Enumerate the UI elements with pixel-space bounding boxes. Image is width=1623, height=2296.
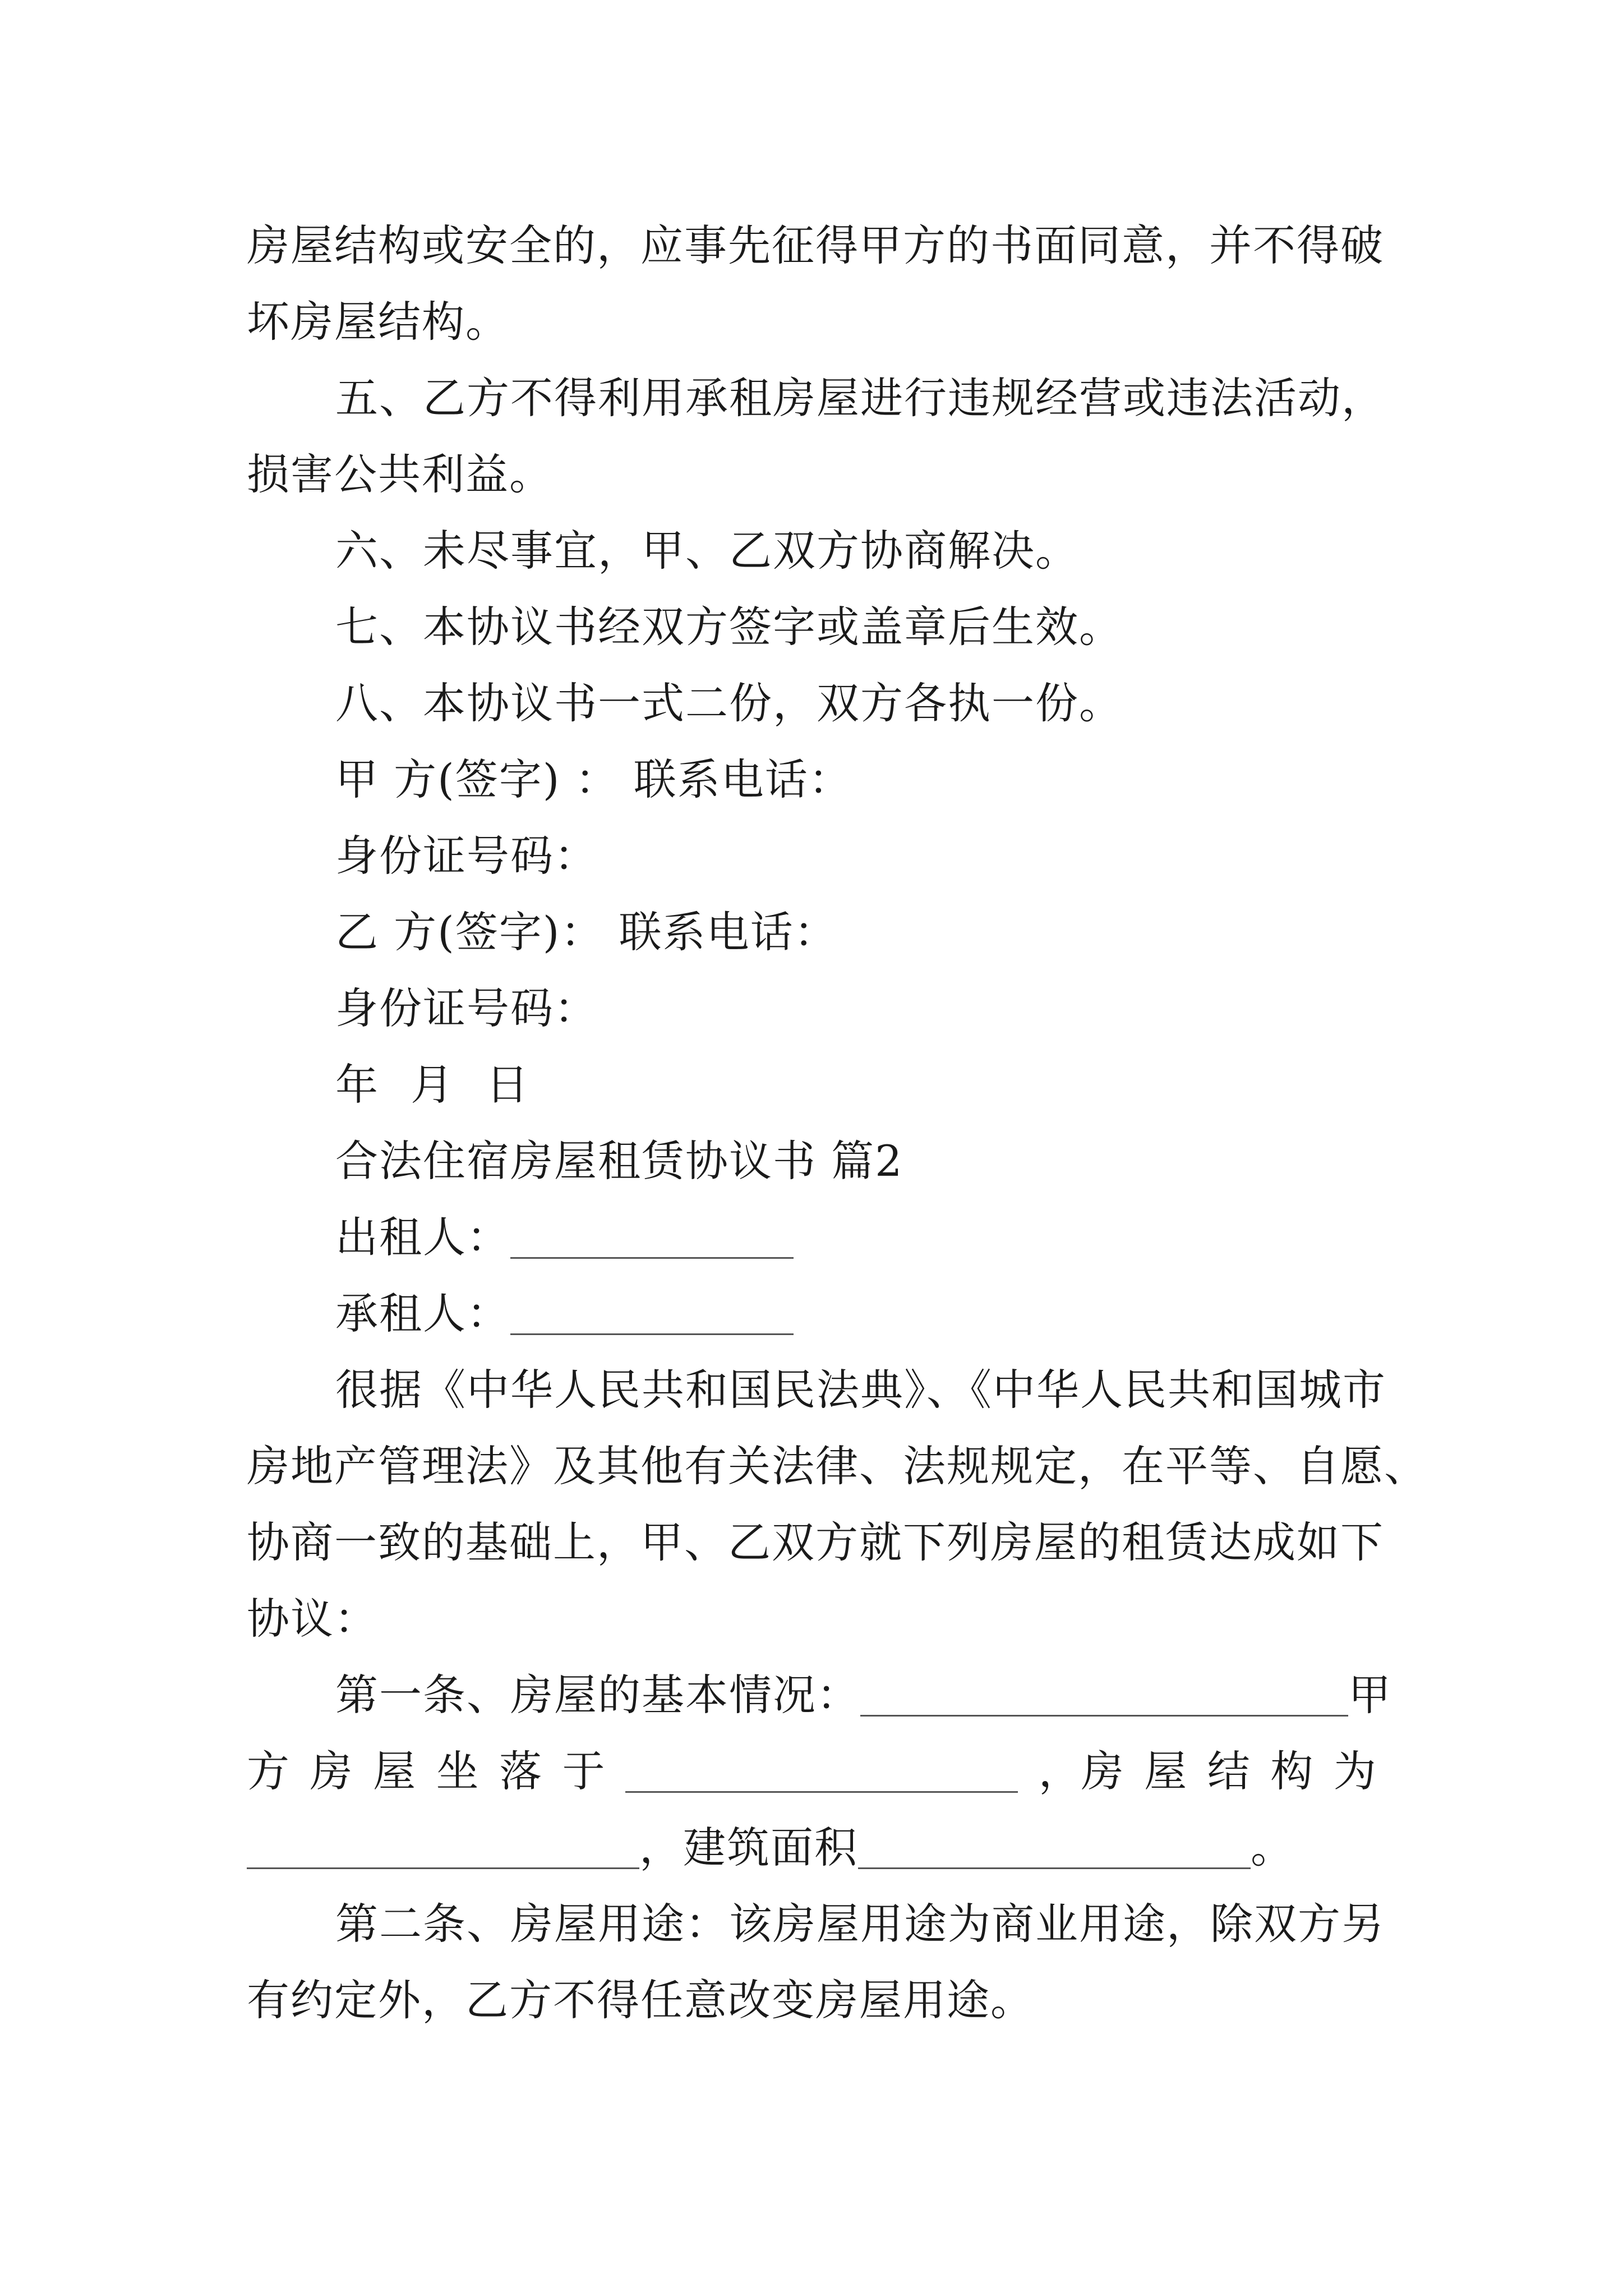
justified-char: 坐 <box>436 1746 479 1796</box>
paragraph-line: 坏房屋结构。 <box>247 297 509 347</box>
article-one-heading: 第一条、房屋的基本情况： <box>335 1670 860 1720</box>
intro-line: 房地产管理法》及其他有关法律、法规规定，在平等、自愿、 <box>247 1441 1428 1491</box>
section-title: 合法住宿房屋租赁协议书 篇2 <box>335 1136 903 1186</box>
article-two-line-2: 有约定外，乙方不得任意改变房屋用途。 <box>247 1975 1034 2025</box>
justified-char: 构 <box>1270 1746 1313 1796</box>
intro-line: 协议： <box>247 1594 378 1644</box>
clause-five: 五、乙方不得利用承租房屋进行违规经营或违法活动， <box>335 373 1385 423</box>
justified-char: 为 <box>1333 1746 1376 1796</box>
party-a-signature: 甲 方(签字) ： 联系电话： <box>335 754 852 804</box>
article-one-line-1 <box>335 1670 1392 1720</box>
justified-char: 屋 <box>373 1746 416 1796</box>
paragraph-line: 损害公共利益。 <box>247 449 553 499</box>
clause-six: 六、未尽事宜，甲、乙双方协商解决。 <box>335 526 1079 576</box>
line-end: 。 <box>1251 1823 1294 1872</box>
intro-line: 协商一致的基础上，甲、乙双方就下列房屋的租赁达成如下 <box>247 1517 1384 1567</box>
structure-blank <box>247 1828 639 1869</box>
lessor-blank <box>510 1218 794 1259</box>
party-a-id: 身份证号码： <box>335 831 598 881</box>
lessor-label: 出租人： <box>335 1212 510 1262</box>
party-b-signature: 乙 方(签字)： 联系电话： <box>335 907 838 957</box>
justified-char: 方 <box>247 1746 289 1796</box>
article-one-line-3 <box>247 1823 1294 1872</box>
clause-seven: 七、本协议书经双方签字或盖章后生效。 <box>335 602 1123 652</box>
paragraph-line: 房屋结构或安全的，应事先征得甲方的书面同意，并不得破 <box>247 220 1384 270</box>
justified-char: 落 <box>499 1746 542 1796</box>
party-b-id: 身份证号码： <box>335 983 598 1033</box>
lessee-label: 承租人： <box>335 1289 510 1338</box>
lessor-line <box>335 1212 794 1262</box>
justified-char: 房 <box>310 1746 353 1796</box>
basic-info-blank <box>860 1676 1348 1717</box>
article-two-line-1: 第二条、房屋用途：该房屋用途为商业用途，除双方另 <box>335 1899 1385 1949</box>
justified-text: ，房 <box>1038 1746 1124 1796</box>
article-one-line-2 <box>247 1746 1376 1796</box>
area-blank <box>858 1828 1251 1869</box>
clause-eight: 八、本协议书一式二份，双方各执一份。 <box>335 678 1123 728</box>
lessee-line <box>335 1289 794 1338</box>
location-blank <box>625 1752 1018 1793</box>
area-label: ，建筑面积 <box>639 1823 858 1872</box>
justified-char: 屋 <box>1144 1746 1187 1796</box>
justified-char: 于 <box>562 1746 605 1796</box>
lessee-blank <box>510 1294 794 1335</box>
intro-line: 很据《中华人民共和国民法典》、《中华人民共和国城市 <box>335 1365 1386 1415</box>
justified-char: 结 <box>1207 1746 1250 1796</box>
date-line: 年 月 日 <box>335 1060 530 1110</box>
article-one-tail: 甲 <box>1348 1670 1392 1720</box>
